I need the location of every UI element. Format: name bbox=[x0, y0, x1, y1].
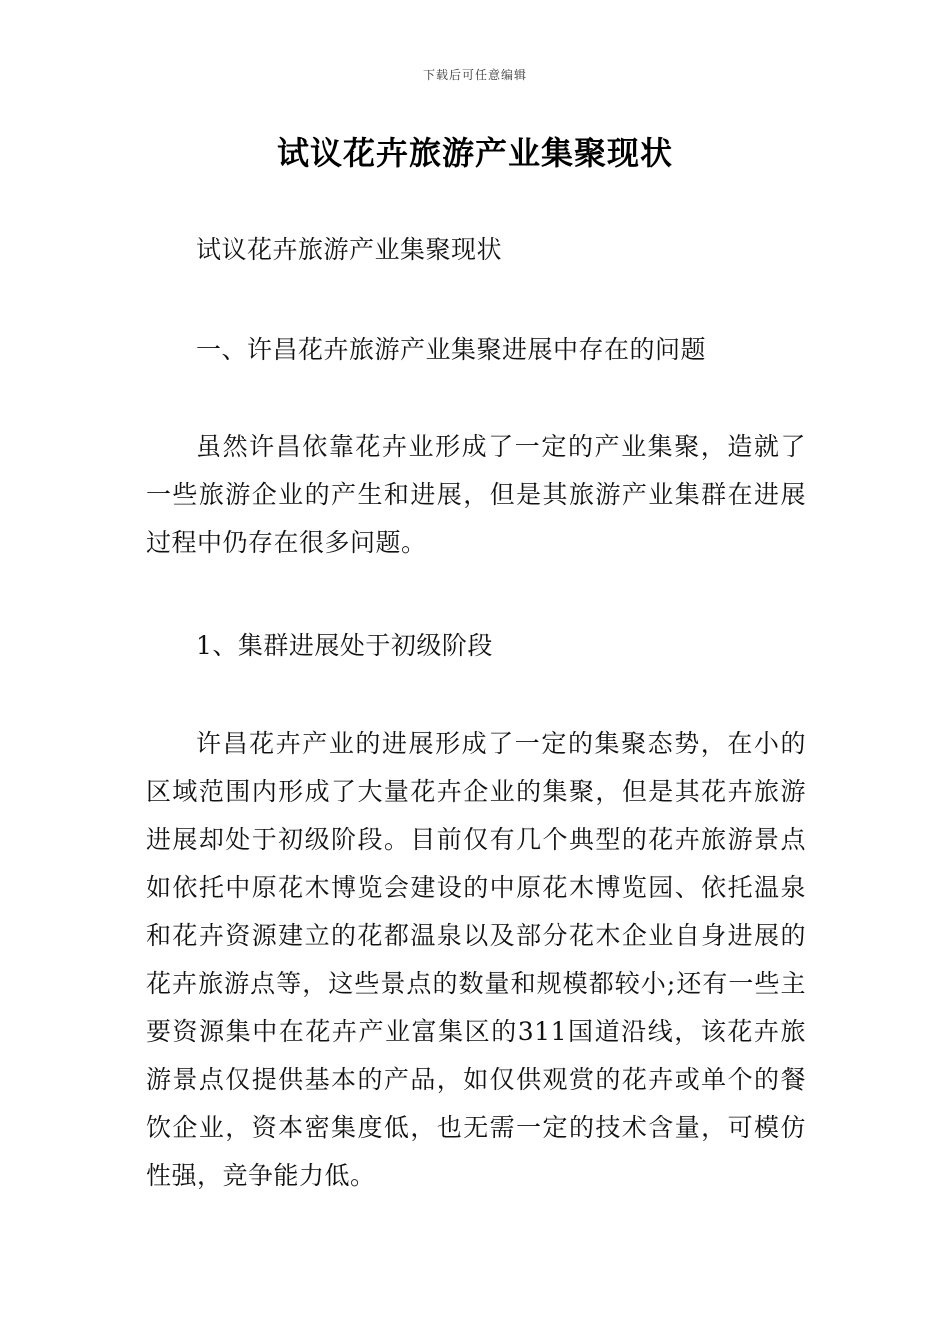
paragraph: 虽然许昌依靠花卉业形成了一定的产业集聚，造就了一些旅游企业的产生和进展，但是其旅游产业集群在进展过程中仍存在很多问题。 bbox=[146, 432, 806, 557]
document-title: 试议花卉旅游产业集聚现状 bbox=[276, 134, 673, 172]
paragraph: 许昌花卉产业的进展形成了一定的集聚态势，在小的区域范围内形成了大量花卉企业的集聚，但是其花卉旅游进展却处于初级阶段。目前仅有几个典型的花卉旅游景点如依托中原花木博览会建设的中原花木博览园、依托温泉和花卉资源建立的花都温泉以及部分花木企业自身进展的花卉旅游点等，这些景点的数量和规模都较小;还有一些主要资源集中在花卉产业富集区的311国道沿线，该花卉旅游景点仅提供基本的产品，如仅供观赏的花卉或单个的餐饮企业，资本密集度低，也无需一定的技术含量，可模仿性强，竞争能力低。 bbox=[146, 729, 806, 1190]
section-heading: 一、许昌花卉旅游产业集聚进展中存在的问题 bbox=[196, 335, 707, 364]
header-note: 下载后可任意编辑 bbox=[422, 68, 527, 82]
document-subtitle: 试议花卉旅游产业集聚现状 bbox=[196, 235, 503, 264]
subsection-heading: 1、集群进展处于初级阶段 bbox=[196, 631, 493, 660]
